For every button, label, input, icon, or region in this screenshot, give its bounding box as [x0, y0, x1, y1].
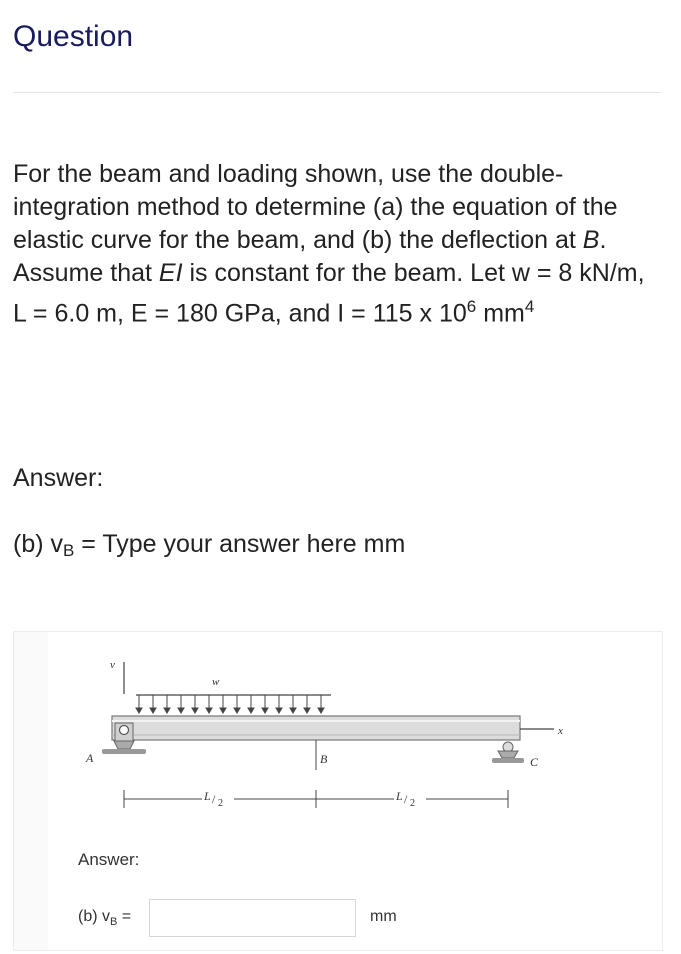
card-answer-label: Answer:: [78, 850, 140, 869]
load-arrows: [136, 695, 324, 713]
card-vb-label: (b) $v_B$ =: [78, 908, 132, 929]
card-side-strip: [14, 632, 48, 950]
support-a: [114, 741, 134, 749]
label-b: B: [320, 752, 328, 766]
ground-a: [102, 749, 146, 754]
support-c: [498, 751, 518, 758]
label-w: w: [212, 676, 220, 688]
dim-right-l: L: [396, 789, 403, 803]
figure-card: [13, 631, 663, 951]
card-unit-label: mm: [370, 908, 397, 925]
label-v: v: [110, 659, 115, 671]
dim-right-slash: /: [404, 792, 408, 806]
dim-left-l: L: [204, 789, 211, 803]
dim-label-right: [395, 789, 415, 809]
dim-left-2: 2: [218, 798, 223, 809]
label-a: A: [86, 751, 94, 765]
answer-label: Answer:: [13, 464, 104, 492]
page-title: Question: [13, 20, 134, 53]
divider: [13, 92, 661, 93]
label-c: C: [530, 755, 539, 769]
beam-diagram: [84, 650, 584, 830]
dim-label-left: [203, 789, 223, 809]
beam: [112, 716, 520, 740]
question-text: For the beam and loading shown, use the double-integration method to determine (a) the equation of the elastic curve for the beam, and (b) the deflection at B. Assume that EI is constant for the beam. Let w = 8 kN/m, L = 6.0 m, E = 180 GPa, and I = 115 x $10^6$ $mm^4$: [13, 160, 645, 328]
ground-c: [492, 758, 524, 763]
label-x: x: [558, 725, 563, 737]
answer-line: (b) $v_B$ = Type your answer here mm: [13, 530, 406, 560]
dim-right-2: 2: [410, 798, 415, 809]
pin-circle: [120, 726, 129, 735]
dim-left-slash: /: [212, 792, 216, 806]
answer-placeholder[interactable]: Type your answer here: [102, 530, 357, 558]
vb-answer-input[interactable]: [149, 899, 356, 937]
